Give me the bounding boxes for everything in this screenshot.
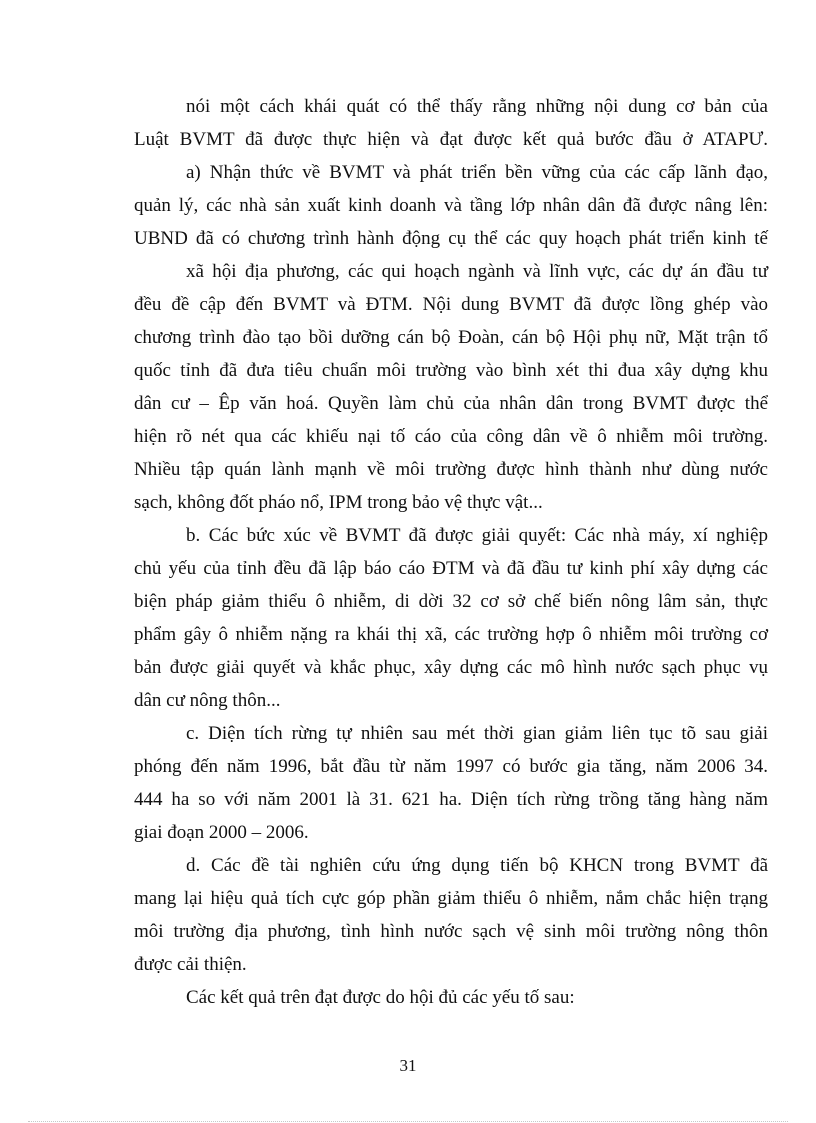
- text-line-14: b. Các bức xúc về BVMT đã được giải quyết: Các nhà máy, xí nghiệp: [186, 525, 768, 546]
- text-line-12: Nhiều tập quán lành mạnh về môi trường được hình thành như dùng nước: [134, 459, 768, 480]
- text-line-2: Luật BVMT đã được thực hiện và đạt được kết quả bước đầu ở ATAPƯ.: [134, 129, 768, 150]
- text-line-20: c. Diện tích rừng tự nhiên sau mét thời gian giảm liên tục tõ sau giải: [186, 723, 768, 744]
- text-line-23: giai đoạn 2000 – 2006.: [134, 822, 309, 843]
- text-line-16: biện pháp giảm thiểu ô nhiễm, di dời 32 cơ sở chế biến nông lâm sản, thực: [134, 591, 768, 612]
- text-line-27: được cải thiện.: [134, 954, 247, 975]
- text-line-24: d. Các đề tài nghiên cứu ứng dụng tiến bộ KHCN trong BVMT đã: [186, 855, 768, 876]
- text-line-17: phẩm gây ô nhiễm nặng ra khái thị xã, các trường hợp ô nhiễm môi trường cơ: [134, 624, 768, 645]
- page-number: 31: [399, 1056, 417, 1075]
- text-line-26: môi trường địa phương, tình hình nước sạch vệ sinh môi trường nông thôn: [134, 921, 768, 942]
- text-line-9: quốc tỉnh đã đưa tiêu chuẩn môi trường vào bình xét thi đua xây dựng khu: [134, 360, 768, 381]
- text-line-28: Các kết quả trên đạt được do hội đủ các yếu tố sau:: [186, 987, 575, 1008]
- text-line-5: UBND đã có chương trình hành động cụ thể các quy hoạch phát triển kinh tế: [134, 228, 768, 249]
- text-line-25: mang lại hiệu quả tích cực góp phần giảm thiểu ô nhiễm, nắm chắc hiện trạng: [134, 888, 768, 909]
- text-line-3: a) Nhận thức về BVMT và phát triển bền vững của các cấp lãnh đạo,: [186, 162, 768, 183]
- text-line-15: chủ yếu của tỉnh đều đã lập báo cáo ĐTM và đã đầu tư kinh phí xây dựng các: [134, 558, 768, 579]
- text-line-8: chương trình đào tạo bồi dưỡng cán bộ Đoàn, cán bộ Hội phụ nữ, Mặt trận tổ: [134, 327, 768, 348]
- text-line-10: dân cư – Êp văn hoá. Quyền làm chủ của nhân dân trong BVMT được thể: [134, 393, 768, 414]
- text-line-18: bản được giải quyết và khắc phục, xây dựng các mô hình nước sạch phục vụ: [134, 657, 768, 678]
- text-line-4: quản lý, các nhà sản xuất kinh doanh và tầng lớp nhân dân đã được nâng lên:: [134, 195, 768, 216]
- text-line-19: dân cư nông thôn...: [134, 690, 281, 711]
- page-bottom-divider: [28, 1121, 788, 1122]
- text-line-11: hiện rõ nét qua các khiếu nại tố cáo của công dân về ô nhiễm môi trường.: [134, 426, 768, 447]
- text-line-7: đều đề cập đến BVMT và ĐTM. Nội dung BVMT đã được lồng ghép vào: [134, 294, 768, 315]
- text-line-21: phóng đến năm 1996, bắt đầu từ năm 1997 có bước gia tăng, năm 2006 34.: [134, 756, 768, 777]
- text-line-6: xã hội địa phương, các qui hoạch ngành và lĩnh vực, các dự án đầu tư: [186, 261, 768, 282]
- text-line-22: 444 ha so với năm 2001 là 31. 621 ha. Diện tích rừng trồng tăng hàng năm: [134, 789, 768, 810]
- text-line-1: nói một cách khái quát có thể thấy rằng những nội dung cơ bản của: [186, 96, 768, 117]
- text-line-13: sạch, không đốt pháo nổ, IPM trong bảo vệ thực vật...: [134, 492, 543, 513]
